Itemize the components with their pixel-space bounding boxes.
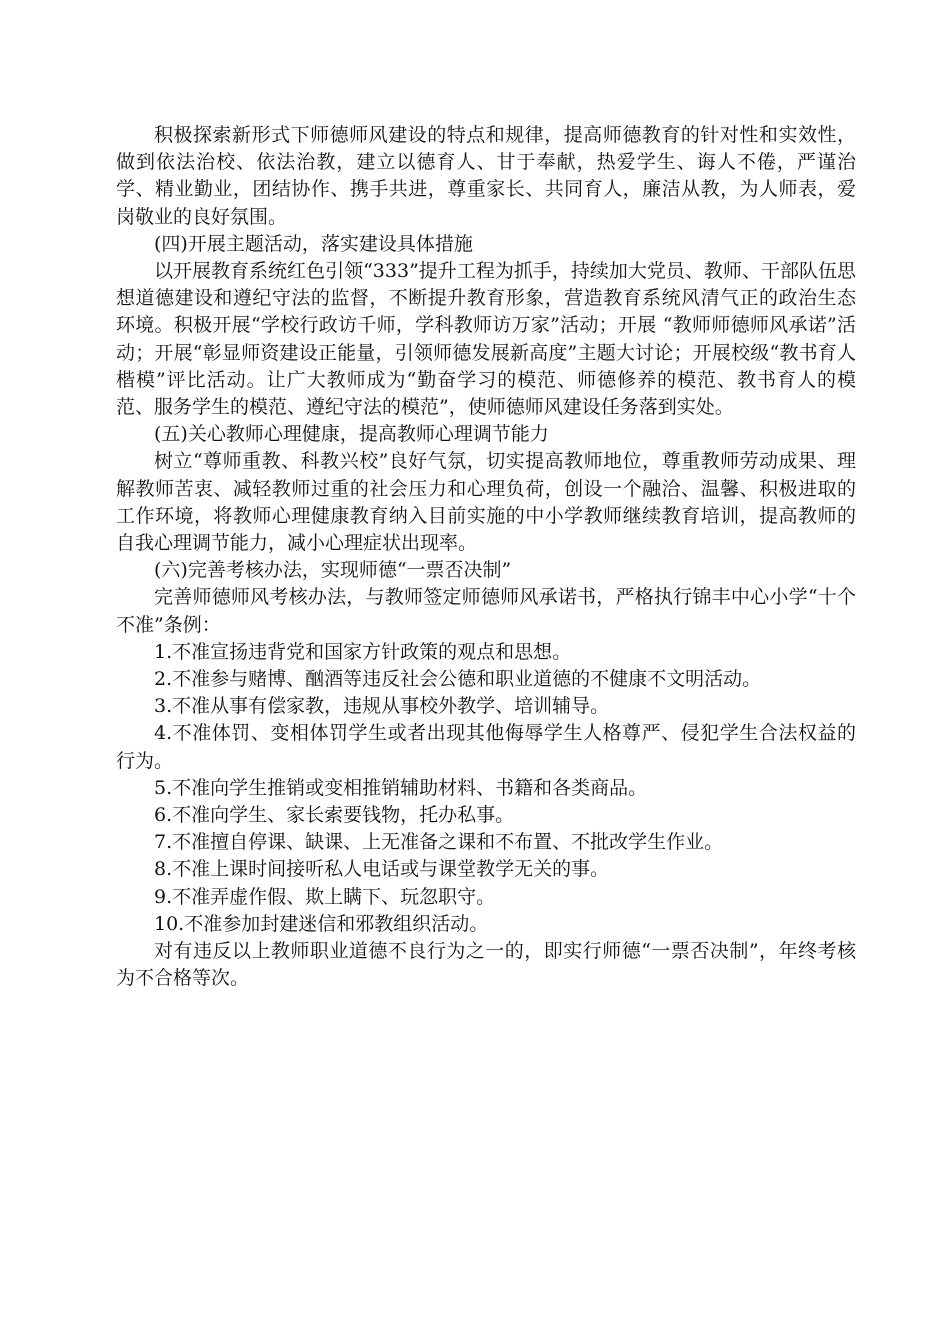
- paragraph-theme-activities: 以开展教育系统红色引领“333”提升工程为抓手，持续加大党员、教师、干部队伍思想道德建设和遵纪守法的监督，不断提升教育形象，营造教育系统风清气正的政治生态环境。积极开展“学校行政访千师，学科教师访万家”活动；开展 “教师师德师风承诺”活动；开展“彰显师资建设正能量，引领师德发展新高度”主题大讨论；开展校级“教书育人楷模”评比活动。让广大教师成为“勤奋学习的模范、师德修养的模范、教书育人的模范、服务学生的模范、遵纪守法的模范”，使师德师风建设任务落到实处。: [116, 260, 856, 419]
- rule-item-10: 10.不准参加封建迷信和邪教组织活动。: [154, 912, 489, 935]
- rule-item-6: 6.不准向学生、家长索要钱物，托办私事。: [154, 804, 515, 827]
- rule-item-9: 9.不准弄虚作假、欺上瞒下、玩忽职守。: [154, 885, 496, 908]
- paragraph-mental-health: 树立“尊师重教、科教兴校”良好气氛，切实提高教师地位，尊重教师劳动成果、理解教师苦衷、减轻教师过重的社会压力和心理负荷，创设一个融洽、温馨、积极进取的工作环境，将教师心理健康教育纳入目前实施的中小学教师继续教育培训，提高教师的自我心理调节能力，减小心理症状出现率。: [116, 450, 856, 555]
- rule-item-1: 1.不准宣扬违背党和国家方针政策的观点和思想。: [154, 640, 572, 663]
- rule-item-5: 5.不准向学生推销或变相推销辅助材料、书籍和各类商品。: [154, 776, 648, 799]
- rule-item-4: 4.不准体罚、变相体罚学生或者出现其他侮辱学生人格尊严、侵犯学生合法权益的行为。: [116, 722, 856, 772]
- paragraph-conclusion: 对有违反以上教师职业道德不良行为之一的，即实行师德“一票否决制”，年终考核为不合格等次。: [116, 940, 856, 990]
- rule-item-7: 7.不准擅自停课、缺课、上无准备之课和不布置、不批改学生作业。: [154, 831, 724, 854]
- section-heading-6: (六)完善考核办法，实现师德“一票否决制”: [154, 559, 512, 582]
- section-heading-5: (五)关心教师心理健康，提高教师心理调节能力: [154, 423, 549, 446]
- paragraph-assessment: 完善师德师风考核办法，与教师签定师德师风承诺书，严格执行锦丰中心小学“十个不准”条例：: [116, 586, 856, 636]
- paragraph-intro: 积极探索新形式下师德师风建设的特点和规律，提高师德教育的针对性和实效性，做到依法治校、依法治教，建立以德育人、甘于奉献，热爱学生、诲人不倦，严谨治学、精业勤业，团结协作、携手共进，尊重家长、共同育人，廉洁从教，为人师表，爱岗敬业的良好氛围。: [116, 124, 856, 228]
- document-body: [116, 122, 856, 993]
- rule-item-3: 3.不准从事有偿家教，违规从事校外教学、培训辅导。: [154, 695, 610, 718]
- rule-item-2: 2.不准参与赌博、酗酒等违反社会公德和职业道德的不健康不文明活动。: [154, 668, 762, 691]
- rule-item-8: 8.不准上课时间接听私人电话或与课堂教学无关的事。: [154, 858, 610, 881]
- section-heading-4: (四)开展主题活动，落实建设具体措施: [154, 232, 473, 255]
